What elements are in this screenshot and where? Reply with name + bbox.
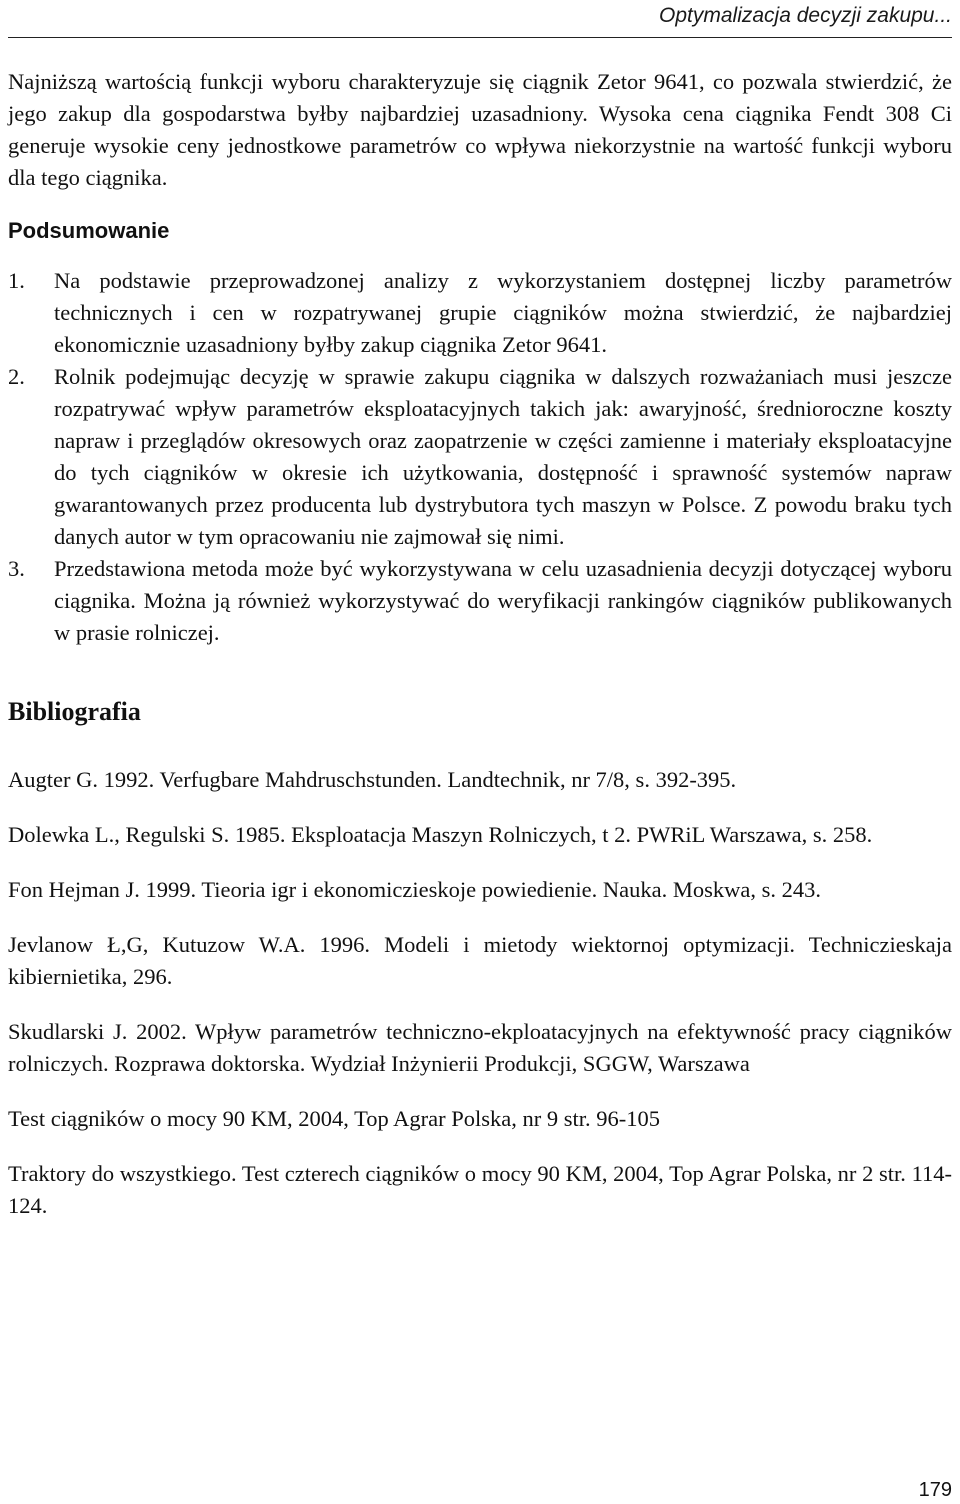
bibliography-entry: Dolewka L., Regulski S. 1985. Eksploatacja Maszyn Rolniczych, t 2. PWRiL Warszawa, s. 258.: [8, 822, 873, 847]
bibliography-list: [8, 764, 952, 1222]
bibliography-heading: Bibliografia: [8, 697, 141, 726]
summary-item-2: [8, 361, 952, 553]
list-number: 2.: [8, 364, 25, 389]
bibliography-entry: Skudlarski J. 2002. Wpływ parametrów techniczno-ekploatacyjnych na efektywność pracy ciągników rolniczych. Rozprawa doktorska. Wydział Inżynierii Produkcji, SGGW, Warszawa: [8, 1019, 952, 1076]
list-text: Przedstawiona metoda może być wykorzystywana w celu uzasadnienia decyzji dotyczącej wyboru ciągnika. Można ją również wykorzystywać do weryfikacji rankingów ciągników publikowanych w prasie rolniczej.: [54, 556, 952, 645]
summary-item-1: [8, 265, 952, 361]
page-content: [8, 66, 952, 1245]
list-text: Rolnik podejmując decyzję w sprawie zakupu ciągnika w dalszych rozważaniach musi jeszcze rozpatrywać wpływ parametrów eksploatacyjnych takich jak: awaryjność, średnioroczne koszty napraw i przeglądów okresowych oraz zaopatrzenie w części zamienne i materiały eksploatacyjne do tych ciągników w okresie ich użytkowania, dostępność i sprawność systemów napraw gwarantowanych przez producenta lub dystrybutora tych maszyn w Polsce. Z powodu braku tych danych autor w tym opracowaniu nie zajmował się nimi.: [54, 364, 952, 549]
intro-paragraph: Najniższą wartością funkcji wyboru charakteryzuje się ciągnik Zetor 9641, co pozwala stwierdzić, że jego zakup dla gospodarstwa byłby najbardziej uzasadniony. Wysoka cena ciągnika Fendt 308 Ci generuje wysokie ceny jednostkowe parametrów co wpływa niekorzystnie na wartość funkcji wyboru dla tego ciągnika.: [8, 69, 952, 190]
bibliography-entry: Fon Hejman J. 1999. Tieoria igr i ekonomiczieskoje powiedienie. Nauka. Moskwa, s. 243.: [8, 877, 822, 902]
bibliography-entry: Test ciągników o mocy 90 KM, 2004, Top Agrar Polska, nr 9 str. 96-105: [8, 1106, 661, 1131]
bibliography-entry: Traktory do wszystkiego. Test czterech ciągników o mocy 90 KM, 2004, Top Agrar Polska, nr 2 str. 114-124.: [8, 1161, 952, 1218]
page-number: 179: [918, 1479, 952, 1501]
list-number: 1.: [8, 268, 25, 293]
summary-item-3: [8, 553, 952, 649]
bibliography-entry: Jevlanow Ł,G, Kutuzow W.A. 1996. Modeli i mietody wiektornoj optymizacji. Techniczieskaja kibiernietika, 296.: [8, 932, 952, 989]
summary-heading: Podsumowanie: [8, 218, 170, 243]
list-number: 3.: [8, 556, 25, 581]
header-rule: [8, 37, 952, 38]
summary-list: [8, 265, 952, 649]
bibliography-entry: Augter G. 1992. Verfugbare Mahdruschstunden. Landtechnik, nr 7/8, s. 392-395.: [8, 767, 737, 792]
running-header-title: Optymalizacja decyzji zakupu...: [659, 4, 952, 27]
list-text: Na podstawie przeprowadzonej analizy z wykorzystaniem dostępnej liczby parametrów technicznych i cen w rozpatrywanej grupie ciągników można stwierdzić, że najbardziej ekonomicznie uzasadniony byłby zakup ciągnika Zetor 9641.: [54, 268, 952, 357]
